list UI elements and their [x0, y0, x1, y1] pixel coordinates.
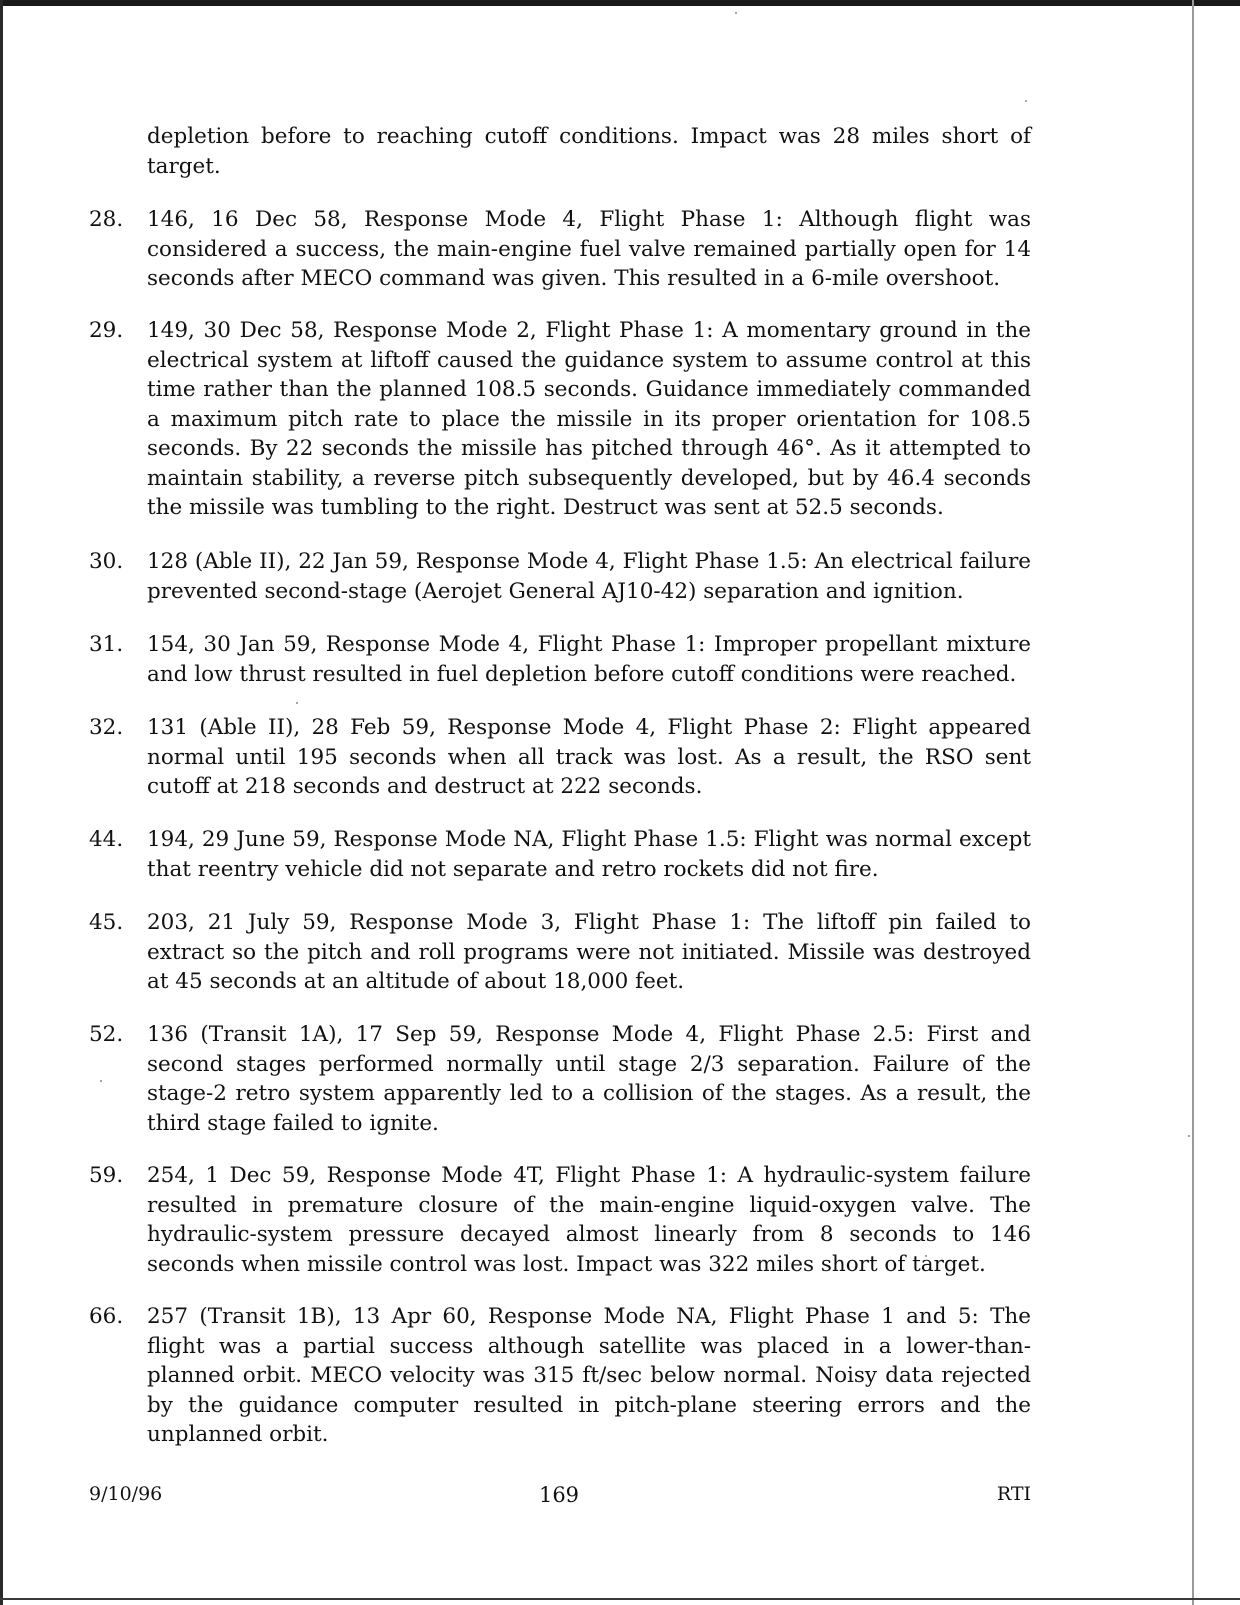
- entry-text: 131 (Able II), 28 Feb 59, Response Mode 4, Flight Phase 2: Flight appeared normal until 195 seconds when all track was lost. As a result, the RSO sent cutoff at 218 seconds and destruct at 222 seconds.: [147, 715, 1031, 799]
- entry-text: 203, 21 July 59, Response Mode 3, Flight Phase 1: The liftoff pin failed to extract so the pitch and roll programs were not initiated. Missile was destroyed at 45 seconds at an altitude of about 18,000 feet.: [147, 910, 1031, 994]
- entry-number: 28.: [89, 207, 124, 232]
- entry-text: 194, 29 June 59, Response Mode NA, Flight Phase 1.5: Flight was normal except that reentry vehicle did not separate and retro rockets did not fire.: [147, 827, 1031, 882]
- entry-text: 146, 16 Dec 58, Response Mode 4, Flight Phase 1: Although flight was considered a success, the main-engine fuel valve remained partially open for 14 seconds after MECO command was given. This resulted in a 6-mile overshoot.: [147, 207, 1031, 291]
- scan-edge-left: [0, 0, 3, 1605]
- page-number: 169: [538, 1483, 580, 1507]
- entry-number: 44.: [89, 827, 124, 852]
- scan-edge-top: [0, 0, 1240, 6]
- entry-text: 254, 1 Dec 59, Response Mode 4T, Flight Phase 1: A hydraulic-system failure resulted in premature closure of the main-engine liquid-oxygen valve. The hydraulic-system pressure decayed almost linearly from 8 seconds to 146 seconds when missile control was lost. Impact was 322 miles short of target.: [147, 1163, 1031, 1277]
- footer-date: 9/10/96: [89, 1483, 163, 1505]
- entry-number: 29.: [89, 318, 124, 343]
- entry-number: 45.: [89, 910, 124, 935]
- entry-number: 52.: [89, 1022, 124, 1047]
- scan-edge-right: [1192, 0, 1194, 1605]
- scan-speck: [1025, 100, 1027, 102]
- scan-speck: [1188, 1135, 1190, 1137]
- entry-number: 32.: [89, 715, 124, 740]
- scan-edge-bottom: [0, 1598, 1240, 1600]
- entry-text: 149, 30 Dec 58, Response Mode 2, Flight Phase 1: A momentary ground in the electrical system at liftoff caused the guidance system to assume control at this time rather than the planned 108.5 seconds. Guidance immediately commanded a maximum pitch rate to place the missile in its proper orientation for 108.5 seconds. By 22 seconds the missile has pitched through 46°. As it attempted to maintain stability, a reverse pitch subsequently developed, but by 46.4 seconds the missile was tumbling to the right. Destruct was sent at 52.5 seconds.: [147, 318, 1031, 520]
- entry-text: 136 (Transit 1A), 17 Sep 59, Response Mode 4, Flight Phase 2.5: First and second stages performed normally until stage 2/3 separation. Failure of the stage-2 retro system apparently led to a collision of the stages. As a result, the third stage failed to ignite.: [147, 1022, 1031, 1136]
- scan-speck: [296, 702, 298, 704]
- scan-speck: [100, 1080, 102, 1082]
- entry-number: 66.: [89, 1304, 124, 1329]
- scan-speck: [735, 12, 737, 14]
- continuation-paragraph: depletion before to reaching cutoff conditions. Impact was 28 miles short of target.: [147, 124, 1031, 179]
- entry-number: 30.: [89, 549, 124, 574]
- entry-text: 128 (Able II), 22 Jan 59, Response Mode 4, Flight Phase 1.5: An electrical failure prevented second-stage (Aerojet General AJ10-42) separation and ignition.: [147, 549, 1031, 604]
- footer-organization: RTI: [996, 1483, 1031, 1505]
- entry-number: 59.: [89, 1163, 124, 1188]
- entry-text: 154, 30 Jan 59, Response Mode 4, Flight Phase 1: Improper propellant mixture and low thrust resulted in fuel depletion before cutoff conditions were reached.: [147, 632, 1031, 687]
- entry-number: 31.: [89, 632, 124, 657]
- entry-text: 257 (Transit 1B), 13 Apr 60, Response Mode NA, Flight Phase 1 and 5: The flight was a partial success although satellite was placed in a lower-than-planned orbit. MECO velocity was 315 ft/sec below normal. Noisy data rejected by the guidance computer resulted in pitch-plane steering errors and the unplanned orbit.: [147, 1304, 1031, 1447]
